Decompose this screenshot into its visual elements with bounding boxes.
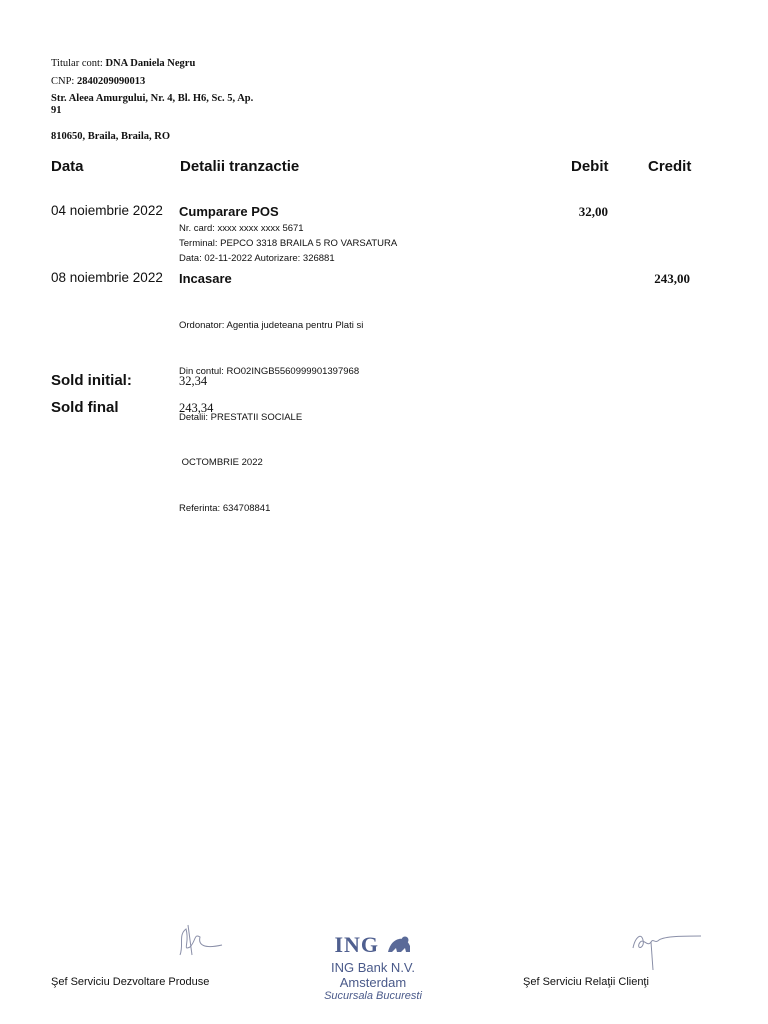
detail-line: Terminal: PEPCO 3318 BRAILA 5 RO VARSATURA [179,238,398,250]
header-credit: Credit [648,158,692,175]
final-balance-label: Sold final [51,399,119,416]
detail-line: OCTOMBRIE 2022 [179,457,263,469]
bank-stamp [298,932,448,1002]
bank-name: ING Bank N.V. Amsterdam [330,960,416,990]
account-holder [51,55,195,91]
row-date: 04 noiembrie 2022 [51,203,163,218]
detail-line: Nr. card: xxxx xxxx xxxx 5671 [179,223,304,234]
initial-balance-label: Sold initial: [51,372,132,389]
left-signatory-title: Şef Serviciu Dezvoltare Produse [51,976,210,988]
account-label: Titular cont: [51,58,106,69]
cnp-label: CNP: [51,76,77,87]
row-credit: 243,00 [654,271,690,286]
row-details [179,221,397,267]
bank-branch: Sucursala Bucuresti [324,990,422,1002]
detail-line: Ordonator: Agentia judeteana pentru Plati si [179,320,364,332]
holder-address: Str. Aleea Amurgului, Nr. 4, Bl. H6, Sc. 5, Ap. 91 [51,93,254,116]
cnp-value: 2840209090013 [76,76,146,87]
detail-line: Data: 02-11-2022 Autorizare: 326881 [179,253,335,265]
final-balance-value: 243,34 [179,401,214,415]
detail-line: Detalii: PRESTATII SOCIALE [179,411,303,423]
left-signature [170,915,230,965]
row-debit: 32,00 [578,204,608,219]
header-debit: Debit [571,158,609,175]
right-signature [625,922,705,972]
row-date: 08 noiembrie 2022 [51,270,163,285]
lion-icon [386,934,412,954]
initial-balance-value: 32,34 [179,374,208,388]
cnp-line [51,73,195,91]
account-name: DNA Daniela Negru [105,58,196,69]
detail-line: Referinta: 634708841 [179,502,271,514]
row-title: Incasare [179,271,232,286]
detail-line: Din contul: RO02INGB5560999901397968 [179,366,360,378]
account-holder-line [51,55,195,73]
right-signatory-title: Şef Serviciu Relaţii Clienţi [523,976,649,988]
header-date: Data [51,158,84,175]
holder-city: 810650, Braila, Braila, RO [51,131,170,142]
header-details: Detalii tranzactie [180,158,300,175]
ing-logo: ING [298,932,448,958]
row-title: Cumparare POS [179,204,279,219]
